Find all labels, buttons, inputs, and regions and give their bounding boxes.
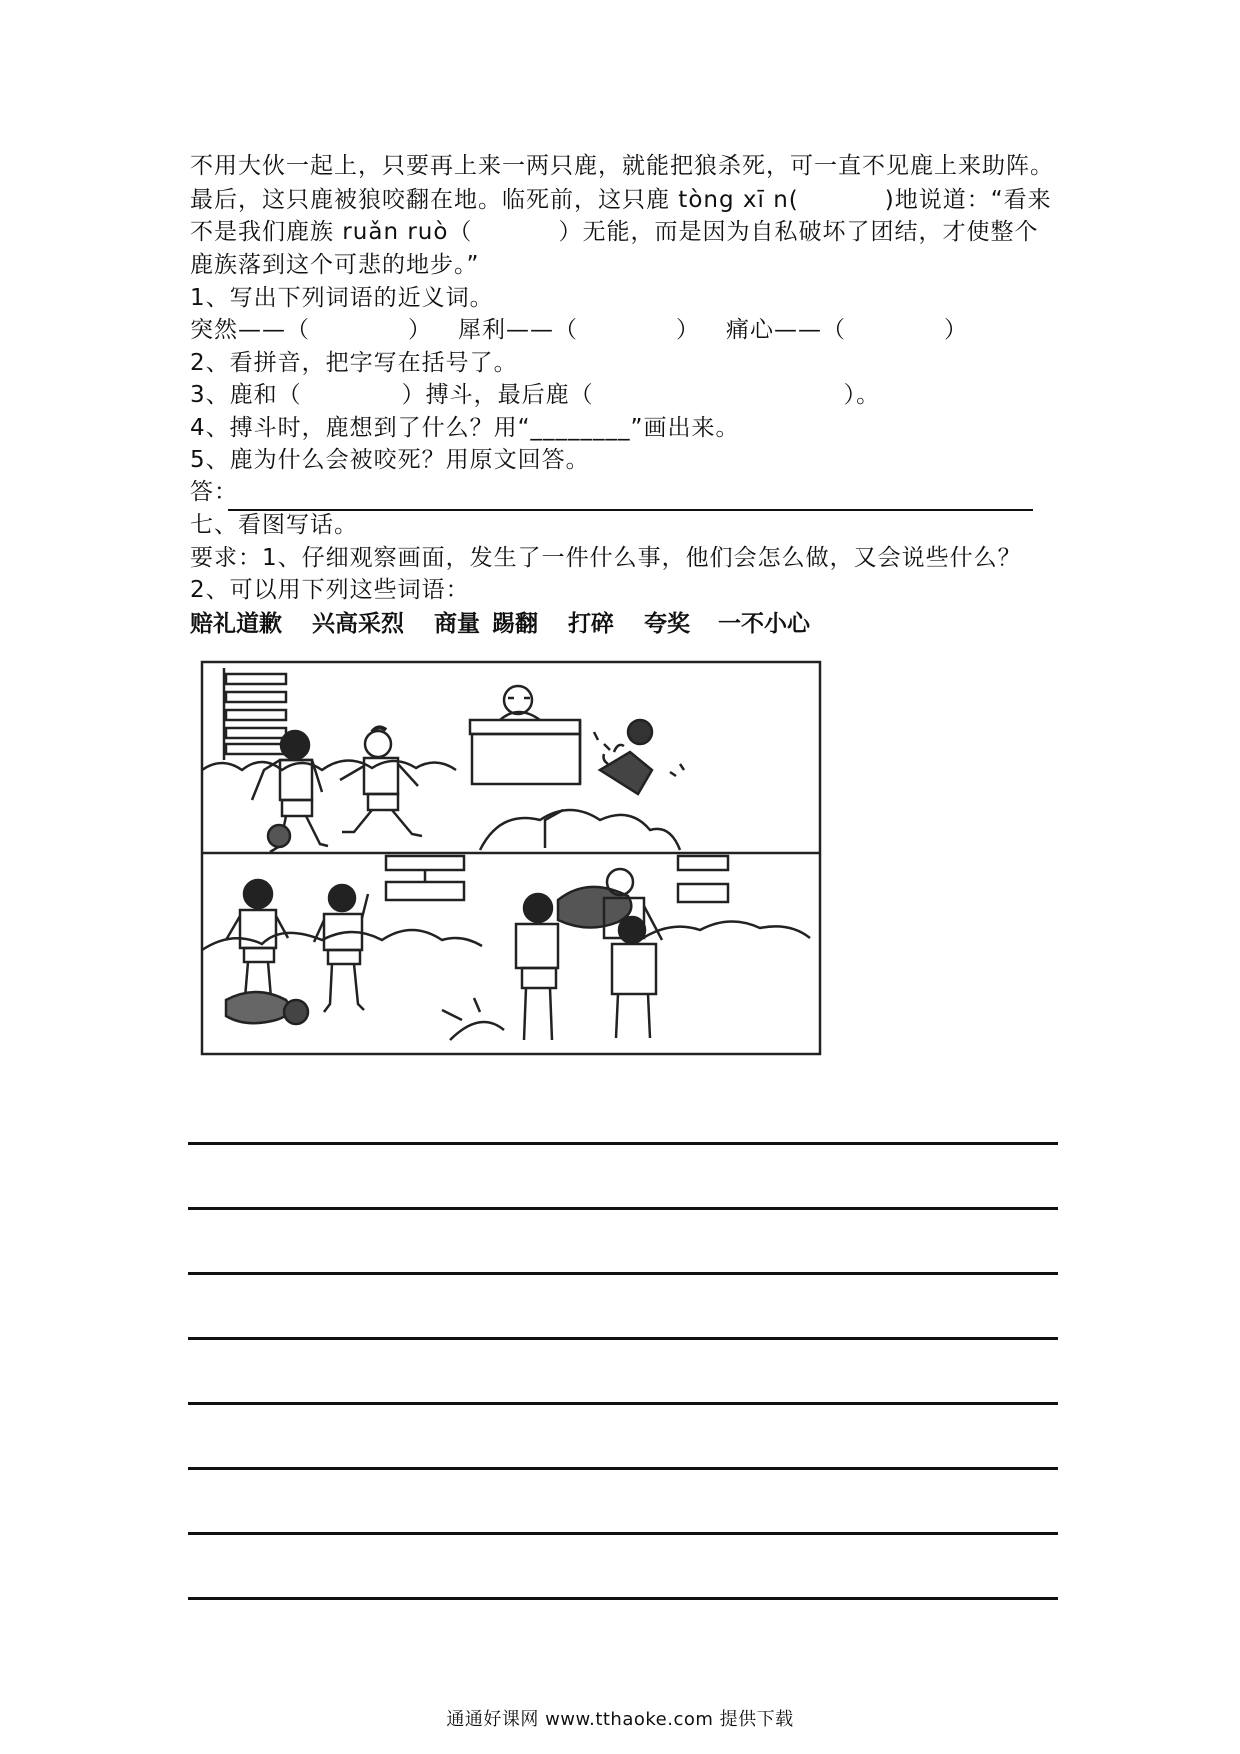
section-7-requirement-1: 要求：1、仔细观察画面，发生了一件什么事，他们会怎么做，又会说些什么？ [190, 545, 1022, 571]
synonym-2: 犀利——（ [458, 317, 578, 343]
bush-icon [202, 760, 456, 770]
question-3-start: 3、鹿和（ [190, 382, 302, 408]
writing-line [188, 1142, 1058, 1145]
synonym-1-close: ） [408, 317, 432, 343]
boy-with-flowers-icon [516, 887, 631, 1040]
question-1: 1、写出下列词语的近义词。 [190, 285, 494, 311]
question-3-middle: ）搏斗，最后鹿（ [401, 382, 594, 408]
keyword: 踢翻 [492, 611, 538, 637]
keyword: 赔礼道歉 [190, 611, 282, 637]
passage-line-3-end: ）无能，而是因为自私破坏了团结，才使整个 [558, 219, 1039, 245]
passage-line-2-start: 最后，这只鹿被狼咬翻在地。临死前，这只鹿 tòng xī n( [190, 187, 799, 213]
writing-line [188, 1337, 1058, 1340]
question-2: 2、看拼音，把字写在括号了。 [190, 350, 518, 376]
writing-line [188, 1597, 1058, 1600]
keyword: 一不小心 [718, 611, 810, 637]
boy-running-icon [340, 727, 422, 836]
embarrassed-boy-icon [314, 885, 368, 1012]
synonym-1: 突然——（ [190, 317, 310, 343]
signboard-icon [386, 856, 464, 900]
synonym-3: 痛心——（ [726, 317, 846, 343]
answer-label: 答： [190, 479, 238, 505]
question-5: 5、鹿为什么会被咬死？用原文回答。 [190, 447, 590, 473]
passage-line-2 [190, 185, 1052, 216]
question-4: 4、搏斗时，鹿想到了什么？用“________”画出来。 [190, 415, 740, 441]
question-3 [190, 380, 880, 411]
broken-branch-icon [442, 998, 504, 1040]
passage-line-3 [190, 217, 1038, 248]
question-1-words [190, 315, 968, 346]
signboard-icon [678, 856, 728, 902]
soccer-ball-icon [284, 1000, 308, 1024]
old-man-icon [500, 686, 540, 720]
soccer-flowerpot-illustration [200, 660, 822, 1056]
keyword: 打碎 [568, 611, 614, 637]
debris-icon [670, 764, 684, 776]
keyword: 商量 [434, 611, 480, 637]
passage-line-2-end: )地说道：“看来 [884, 187, 1052, 213]
section-7-requirement-2: 2、可以用下列这些词语： [190, 577, 470, 603]
wall-icon [470, 720, 580, 784]
writing-line [188, 1207, 1058, 1210]
keyword: 夸奖 [644, 611, 690, 637]
soccer-ball-icon [268, 825, 290, 847]
passage-line-4: 鹿族落到这个可悲的地步。” [190, 252, 480, 278]
writing-line [188, 1467, 1058, 1470]
bush-icon [640, 921, 810, 940]
broken-flowerpot-icon [226, 992, 289, 1023]
keyword: 兴高采烈 [312, 611, 404, 637]
worried-boy-icon [226, 880, 288, 1010]
footer-source: 通通好课网 www.tthaoke.com 提供下载 [446, 1709, 794, 1730]
writing-line [188, 1272, 1058, 1275]
writing-line [188, 1402, 1058, 1405]
building-icon [224, 668, 286, 760]
writing-line [188, 1532, 1058, 1535]
question-3-end: ）。 [843, 382, 881, 408]
keyword-list [190, 609, 810, 640]
bush-icon [480, 810, 680, 850]
synonym-2-close: ） [676, 317, 700, 343]
passage-line-1: 不用大伙一起上，只要再上来一两只鹿，就能把狼杀死，可一直不见鹿上来助阵。 [190, 153, 1054, 179]
synonym-3-close: ） [944, 317, 968, 343]
soccer-ball-icon [628, 720, 652, 744]
section-7-title: 七、看图写话。 [190, 512, 358, 538]
passage-line-3-start: 不是我们鹿族 ruǎn ruò（ [190, 219, 473, 245]
